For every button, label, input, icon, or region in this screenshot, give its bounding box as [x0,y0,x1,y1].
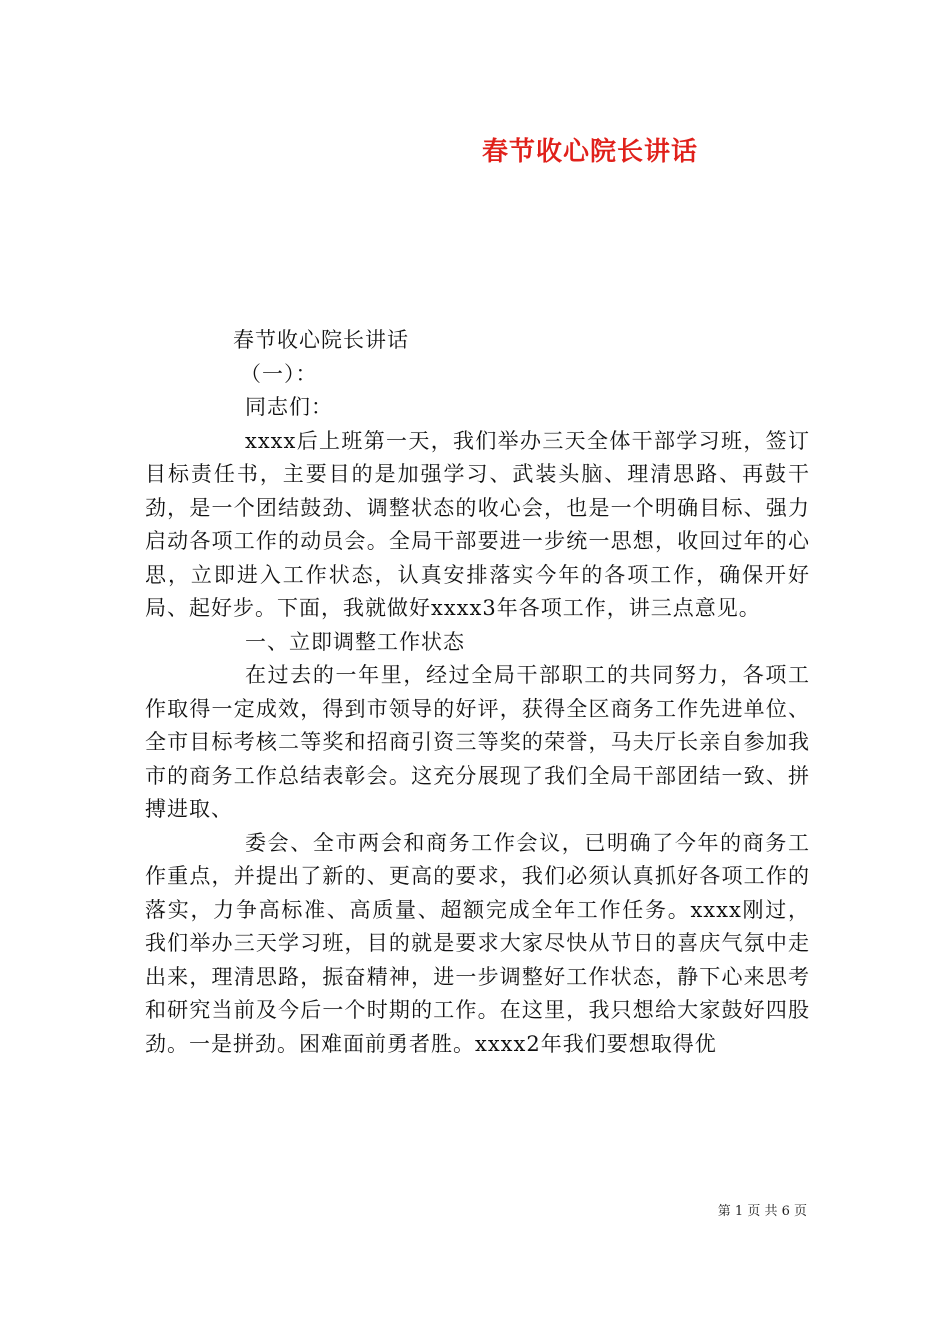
greeting: 同志们： [245,395,333,419]
document-subtitle: 春节收心院长讲话 [233,328,409,352]
section-heading-1: 一、立即调整工作状态 [245,629,465,654]
document-body [145,324,810,1061]
page-title: 春节收心院长讲话 [481,137,698,167]
section-number: （一）： [240,361,318,386]
paragraph-tasks: 委会、全市两会和商务工作会议，已明确了今年的商务工作重点，并提出了新的、更高的要求，我们必须认真抓好各项工作的落实，力争高标准、高质量、超额完成全年工作任务。xxxx刚过，我们举办三天学习班，目的就是要求大家尽快从节日的喜庆气氛中走出来，理清思路，振奋精神，进一步调整好工作状态，静下心来思考和研究当前及今后一个时期的工作。在这里，我只想给大家鼓好四股劲。一是拼劲。困难面前勇者胜。xxxx2年我们要想取得优 [145,830,810,1056]
paragraph-review: 在过去的一年里，经过全局干部职工的共同努力，各项工作取得一定成效，得到市领导的好评，获得全区商务工作先进单位、全市目标考核二等奖和招商引资三等奖的荣誉，马夫厅长亲自参加我市的商务工作总结表彰会。这充分展现了我们全局干部团结一致、拼搏进取、 [145,663,810,821]
paragraph-intro: xxxx后上班第一天，我们举办三天全体干部学习班，签订目标责任书，主要目的是加强学习、武装头脑、理清思路、再鼓干劲，是一个团结鼓劲、调整状态的收心会，也是一个明确目标、强力启动各项工作的动员会。全局干部要进一步统一思想，收回过年的心思，立即进入工作状态，认真安排落实今年的各项工作，确保开好局、起好步。下面，我就做好xxxx3年各项工作，讲三点意见。 [145,428,810,620]
page-footer: 第 1 页 共 6 页 [717,1204,807,1219]
